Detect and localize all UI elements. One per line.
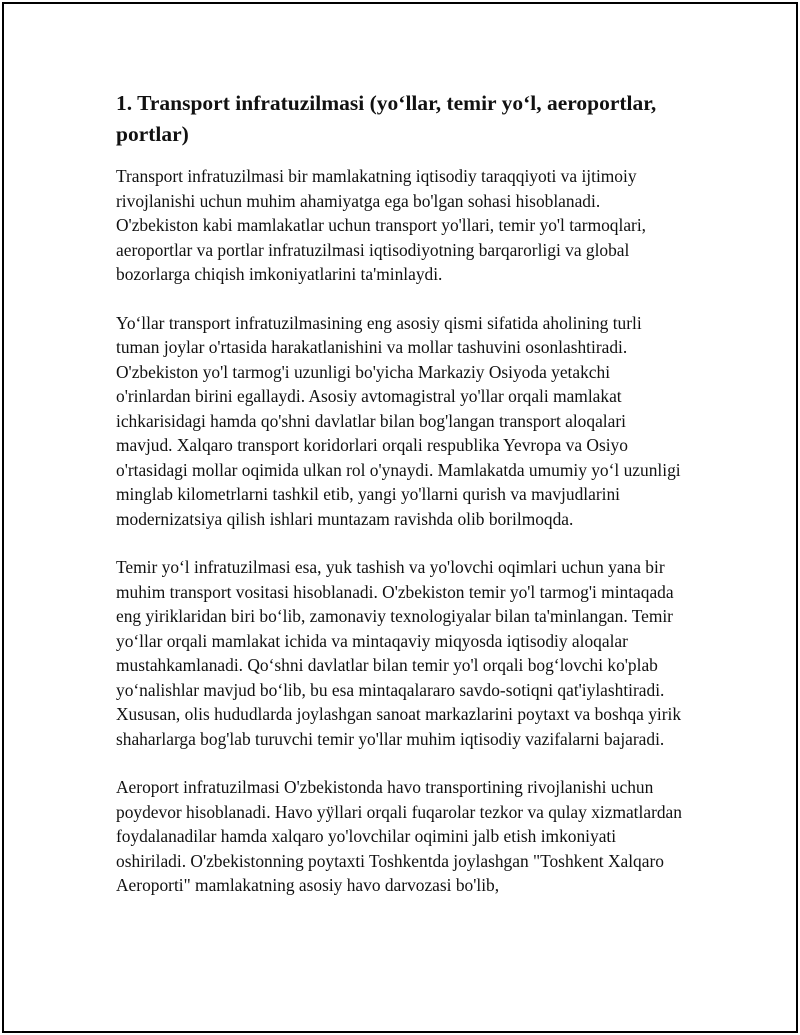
section-heading: 1. Transport infratuzilmasi (yo‘llar, temir yo‘l, aeroportlar, portlar) — [116, 91, 657, 146]
paragraph-airports: Aeroport infratuzilmasi O'zbekistonda havo transportining rivojlanishi uchun poydevor hisoblanadi. Havo yÿllari orqali fuqarolar tezkor va qulay xizmatlardan foydalanadilar hamda xalqaro yo'lovchilar oqimini jalb etish imkoniyati oshiriladi. O'zbekistonning poytaxti Toshkentda joylashgan "Toshkent Xalqaro Aeroporti" mamlakatning asosiy havo darvozasi bo'lib, — [116, 777, 682, 895]
paragraph-roads: Yo‘llar transport infratuzilmasining eng asosiy qismi sifatida aholining turli tuman joylar o'rtasida harakatlanishini va mollar tashuvini osonlashtiradi. O'zbekiston yo'l tarmog'i uzunligi bo'yicha Markaziy Osiyoda yetakchi o'rinlardan birini egallaydi. Asosiy avtomagistral yo'llar orqali mamlakat ichkarisidagi hamda qo'shni davlatlar bilan bog'langan transport aloqalari mavjud. Xalqaro transport koridorlari orqali respublika Yevropa va Osiyo o'rtasidagi mollar oqimida ulkan rol o'ynaydi. Mamlakatda umumiy yo‘l uzunligi minglab kilometrlarni tashkil etib, yangi yo'llarni qurish va mavjudlarini modernizatsiya qilish ishlari muntazam ravishda olib borilmoqda. — [116, 312, 681, 529]
document-body — [116, 88, 686, 922]
paragraph-railways: Temir yo‘l infratuzilmasi esa, yuk tashish va yo'lovchi oqimlari uchun yana bir muhim transport vositasi hisoblanadi. O'zbekiston temir yo'l tarmog'i mintaqada eng yiriklaridan biri bo‘lib, zamonaviy texnologiyalar bilan ta'minlangan. Temir yo‘llar orqali mamlakat ichida va mintaqaviy miqyosda iqtisodiy aloqalar mustahkamlanadi. Qo‘shni davlatlar bilan temir yo'l orqali bog‘lovchi ko'plab yo‘nalishlar mavjud bo‘lib, bu esa mintaqalararo savdo-sotiqni qat'iylashtiradi. Xususan, olis hududlarda joylashgan sanoat markazlarini poytaxt va boshqa yirik shaharlarga bog'lab turuvchi temir yo'llar muhim iqtisodiy vazifalarni bajaradi. — [116, 557, 682, 749]
paragraph-intro: Transport infratuzilmasi bir mamlakatning iqtisodiy taraqqiyoti va ijtimoiy rivojlanishi uchun muhim ahamiyatga ega bo'lgan sohasi hisoblanadi. O'zbekiston kabi mamlakatlar uchun transport yo'llari, temir yo'l tarmoqlari, aeroportlar va portlar infratuzilmasi iqtisodiyotning barqarorligi va global bozorlarga chiqish imkoniyatlarini ta'minlaydi. — [116, 166, 647, 284]
